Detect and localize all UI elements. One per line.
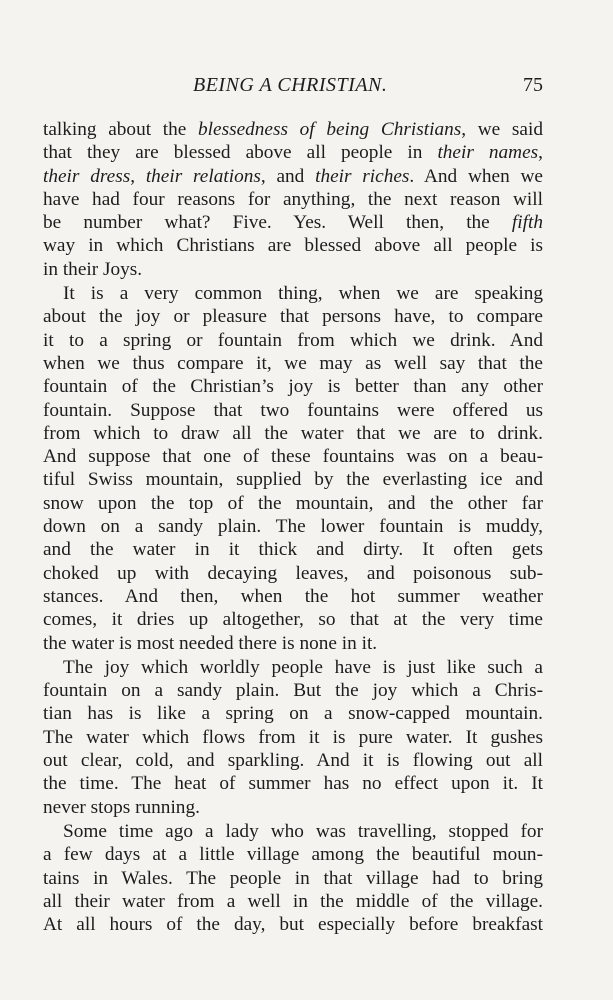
text-line: And suppose that one of these fountains was on a beau- (43, 446, 543, 468)
text-line: that they are blessed above all people in their names, (43, 142, 543, 164)
text-line: fountain. Suppose that two fountains were offered us (43, 399, 543, 421)
paragraph (43, 656, 543, 819)
text-line: all their water from a well in the middle of the village. (43, 890, 543, 912)
text-line: way in which Christians are blessed above all people is (43, 235, 543, 257)
text-line: it to a spring or fountain from which we drink. And (43, 329, 543, 351)
text-line: stances. And then, when the hot summer weather (43, 585, 543, 607)
text-line: out clear, cold, and sparkling. And it is flowing out all (43, 750, 543, 772)
text-line: their dress, their relations, and their riches. And when we (43, 165, 543, 187)
paragraph (43, 820, 543, 936)
paragraph (43, 118, 543, 281)
text-line: the time. The heat of summer has no effect upon it. It (43, 773, 543, 795)
text-line: comes, it dries up altogether, so that at the very time (43, 609, 543, 631)
text-line: fountain on a sandy plain. But the joy which a Chris- (43, 680, 543, 702)
text-line: talking about the blessedness of being Christians, we said (43, 119, 543, 140)
page-header (43, 74, 543, 102)
text-line: and the water in it thick and dirty. It often gets (43, 539, 543, 561)
text-line: in their Joys. (43, 258, 143, 280)
text-line: be number what? Five. Yes. Well then, the fifth (43, 212, 543, 234)
body-text (43, 118, 543, 936)
text-line: fountain of the Christian’s joy is better than any other (43, 376, 543, 398)
text-line: Some time ago a lady who was travelling, stopped for (63, 820, 543, 842)
text-line: about the joy or pleasure that persons have, to compare (43, 306, 543, 328)
paragraph (43, 282, 543, 655)
text-line: choked up with decaying leaves, and poisonous sub- (43, 562, 543, 584)
text-line: when we thus compare it, we may as well say that the (43, 352, 543, 374)
text-line: the water is most needed there is none in it. (43, 632, 378, 654)
text-line: a few days at a little village among the beautiful moun- (43, 844, 543, 866)
text-line: tains in Wales. The people in that village had to bring (43, 867, 543, 889)
text-line: from which to draw all the water that we are to drink. (43, 422, 543, 444)
page-number: 75 (523, 74, 543, 96)
text-line: never stops running. (43, 796, 200, 818)
running-title: BEING A CHRISTIAN. (193, 74, 388, 96)
text-line: snow upon the top of the mountain, and the other far (43, 492, 543, 514)
text-line: The joy which worldly people have is just like such a (63, 656, 543, 678)
text-line: The water which flows from it is pure water. It gushes (43, 726, 543, 748)
text-line: have had four reasons for anything, the next reason will (43, 188, 543, 210)
text-line: tian has is like a spring on a snow-capped mountain. (43, 703, 543, 725)
text-line: It is a very common thing, when we are speaking (63, 283, 543, 305)
text-line: At all hours of the day, but especially before breakfast (43, 914, 543, 936)
text-line: tiful Swiss mountain, supplied by the everlasting ice and (43, 469, 543, 491)
text-line: down on a sandy plain. The lower fountain is muddy, (43, 516, 543, 538)
